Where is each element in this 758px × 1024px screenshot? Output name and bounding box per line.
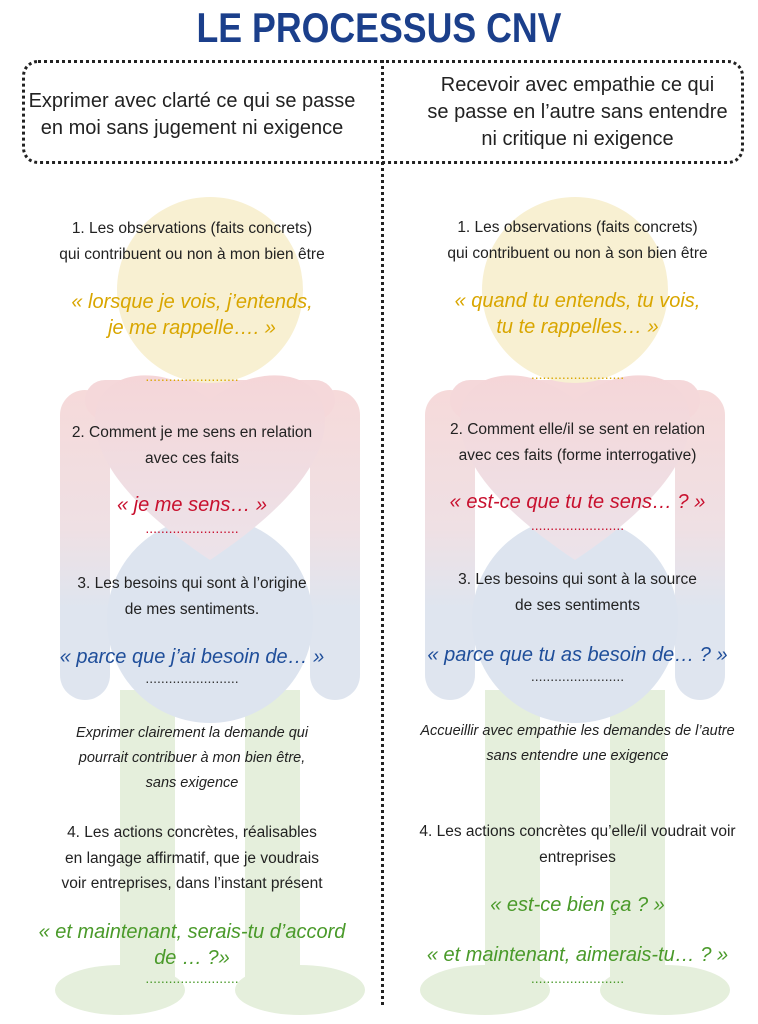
right-quote4a: « est-ce bien ça ? » [490,894,665,916]
right-dots1: ........................ [530,366,625,382]
right-dots2: ........................ [530,517,625,533]
right-quote4b: « et maintenant, aimerais-tu… ? » [426,944,729,966]
left-quote1: « lorsque je vois, j’entends, je me rappelle…. » [71,291,313,339]
right-step1: 1. Les observations (faits concrets) qui contribuent ou non à son bien être [447,219,708,262]
left-quote4: « et maintenant, serais-tu d’accord de … ?» [38,921,346,969]
left-step2: 2. Comment je me sens en relation avec ces faits [71,424,313,467]
left-header: Exprimer avec clarté ce qui se passe en moi sans jugement ni exigence [28,90,356,139]
left-dots4: ........................ [145,970,239,986]
page-title: LE PROCESSUS CNV [196,4,562,51]
left-step3: 3. Les besoins qui sont à l’origine de mes sentiments. [77,575,307,618]
right-header: Recevoir avec empathie ce qui se passe en l’autre sans entendre ni critique ni exigence [427,74,728,150]
right-quote2: « est-ce que tu te sens… ? » [449,491,706,513]
column-divider [381,60,384,1005]
right-dots3: ........................ [530,668,625,684]
left-step1: 1. Les observations (faits concrets) qui contribuent ou non à mon bien être [59,220,325,263]
right-quote3: « parce que tu as besoin de… ? » [427,644,728,666]
left-dots3: ........................ [145,670,239,686]
right-step4: 4. Les actions concrètes qu’elle/il voudrait voir entreprises [419,823,736,866]
right-request: Accueillir avec empathie les demandes de l’autre sans entendre une exigence [420,723,735,764]
right-step3: 3. Les besoins qui sont à la source de ses sentiments [458,571,697,614]
left-dots2: ........................ [145,520,239,536]
right-step2: 2. Comment elle/il se sent en relation avec ces faits (forme interrogative) [449,421,706,464]
left-request: Exprimer clairement la demande qui pourrait contribuer à mon bien être, sans exigence [75,725,309,791]
left-quote3: « parce que j’ai besoin de… » [59,646,325,668]
left-quote2: « je me sens… » [116,494,268,516]
right-dots4: ........................ [530,970,625,986]
left-step4: 4. Les actions concrètes, réalisables en langage affirmatif, que je voudrais voir entreprises, dans l’instant présent [61,824,323,892]
right-quote1: « quand tu entends, tu vois, tu te rappelles… » [454,290,701,338]
left-dots1: ........................ [145,368,239,384]
